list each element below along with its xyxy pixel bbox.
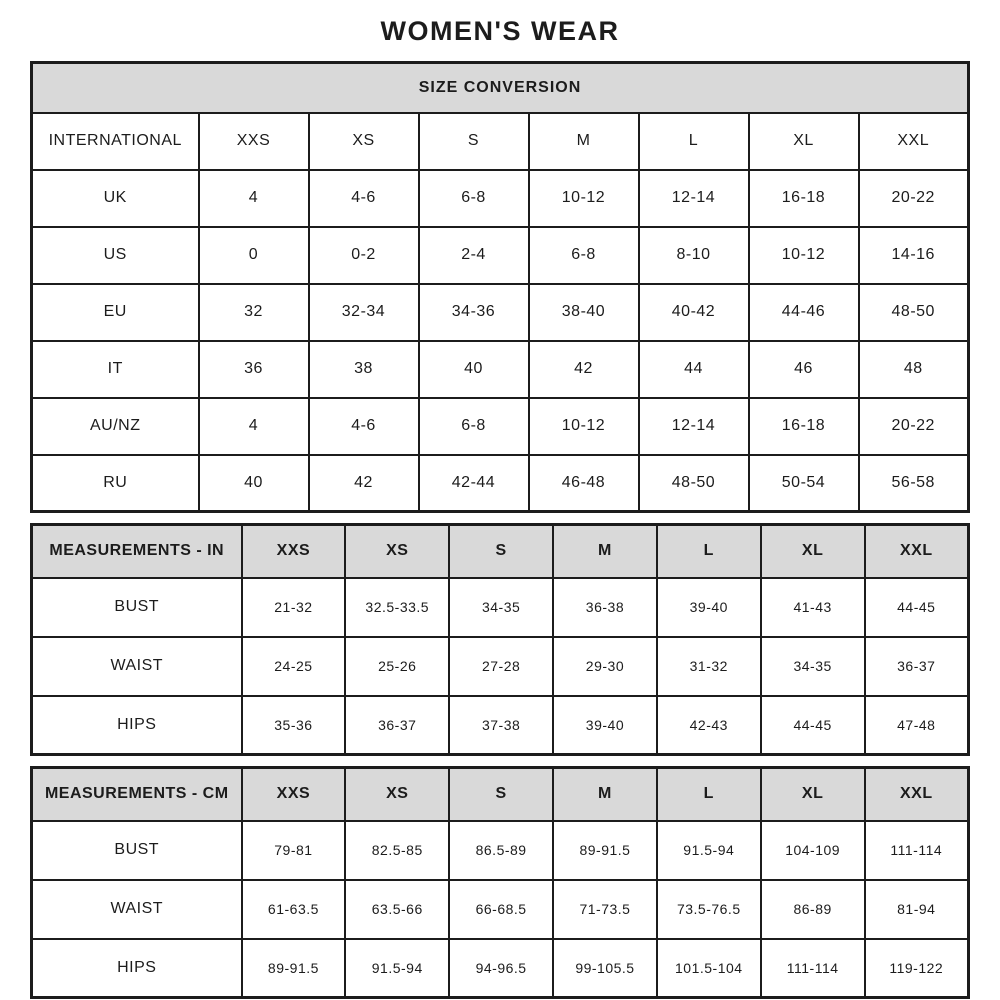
row-group-header-cell: MEASUREMENTS - CM [32,768,242,821]
row-group-header-cell: MEASUREMENTS - IN [32,525,242,578]
data-cell: 94-96.5 [449,939,553,998]
data-cell: 34-35 [449,578,553,637]
data-cell: 38-40 [529,284,639,341]
row-label-cell: AU/NZ [32,398,199,455]
data-cell: 86-89 [761,880,865,939]
size-header-cell: XXS [199,113,309,170]
table-row [32,939,969,998]
size-header-cell: XL [761,525,865,578]
data-cell: 32-34 [309,284,419,341]
data-cell: 63.5-66 [345,880,449,939]
data-cell: 32.5-33.5 [345,578,449,637]
row-label-cell: US [32,227,199,284]
data-cell: 39-40 [553,696,657,755]
data-cell: 48 [859,341,969,398]
data-cell: 61-63.5 [242,880,346,939]
data-cell: 42 [529,341,639,398]
row-group-header-cell: INTERNATIONAL [32,113,199,170]
table-row [32,768,969,821]
size-conversion-table [30,61,970,513]
data-cell: 79-81 [242,821,346,880]
data-cell: 34-35 [761,637,865,696]
data-cell: 73.5-76.5 [657,880,761,939]
size-header-cell: L [657,525,761,578]
data-cell: 12-14 [639,170,749,227]
data-cell: 44-45 [761,696,865,755]
data-cell: 44-46 [749,284,859,341]
data-cell: 40-42 [639,284,749,341]
data-cell: 4 [199,398,309,455]
data-cell: 89-91.5 [553,821,657,880]
data-cell: 89-91.5 [242,939,346,998]
data-cell: 86.5-89 [449,821,553,880]
size-header-cell: L [639,113,749,170]
size-header-cell: XXL [859,113,969,170]
table-row [32,398,969,455]
data-cell: 81-94 [865,880,969,939]
data-cell: 99-105.5 [553,939,657,998]
data-cell: 36-37 [865,637,969,696]
data-cell: 14-16 [859,227,969,284]
table-row [32,284,969,341]
row-label-cell: HIPS [32,696,242,755]
data-cell: 119-122 [865,939,969,998]
data-cell: 40 [199,455,309,512]
data-cell: 71-73.5 [553,880,657,939]
data-cell: 25-26 [345,637,449,696]
row-label-cell: BUST [32,578,242,637]
page-title: WOMEN'S WEAR [380,16,620,46]
size-header-cell: XXL [865,768,969,821]
data-cell: 46 [749,341,859,398]
table-row [32,637,969,696]
data-cell: 8-10 [639,227,749,284]
row-label-cell: RU [32,455,199,512]
table-title-cell: SIZE CONVERSION [32,63,969,113]
size-header-cell: XL [761,768,865,821]
table-row [32,880,969,939]
data-cell: 66-68.5 [449,880,553,939]
table-row [32,113,969,170]
data-cell: 2-4 [419,227,529,284]
data-cell: 91.5-94 [345,939,449,998]
row-label-cell: WAIST [32,637,242,696]
data-cell: 6-8 [529,227,639,284]
data-cell: 42-44 [419,455,529,512]
data-cell: 44 [639,341,749,398]
data-cell: 20-22 [859,170,969,227]
size-header-cell: S [419,113,529,170]
table-row [32,170,969,227]
data-cell: 34-36 [419,284,529,341]
data-cell: 36-37 [345,696,449,755]
size-header-cell: XS [345,768,449,821]
data-cell: 10-12 [529,170,639,227]
size-header-cell: XL [749,113,859,170]
data-cell: 50-54 [749,455,859,512]
data-cell: 24-25 [242,637,346,696]
table-row [32,578,969,637]
row-label-cell: BUST [32,821,242,880]
table-row [32,341,969,398]
data-cell: 42-43 [657,696,761,755]
data-cell: 4-6 [309,398,419,455]
size-header-cell: M [553,768,657,821]
data-cell: 36-38 [553,578,657,637]
data-cell: 16-18 [749,398,859,455]
data-cell: 39-40 [657,578,761,637]
size-header-cell: XS [345,525,449,578]
data-cell: 44-45 [865,578,969,637]
data-cell: 27-28 [449,637,553,696]
data-cell: 32 [199,284,309,341]
data-cell: 38 [309,341,419,398]
data-cell: 37-38 [449,696,553,755]
data-cell: 4-6 [309,170,419,227]
data-cell: 6-8 [419,170,529,227]
data-cell: 0 [199,227,309,284]
row-label-cell: UK [32,170,199,227]
data-cell: 48-50 [639,455,749,512]
data-cell: 21-32 [242,578,346,637]
table-row [32,63,969,113]
data-cell: 0-2 [309,227,419,284]
data-cell: 40 [419,341,529,398]
data-cell: 10-12 [529,398,639,455]
table-row [32,696,969,755]
row-label-cell: EU [32,284,199,341]
data-cell: 4 [199,170,309,227]
size-header-cell: S [449,768,553,821]
data-cell: 35-36 [242,696,346,755]
data-cell: 10-12 [749,227,859,284]
row-label-cell: HIPS [32,939,242,998]
row-label-cell: IT [32,341,199,398]
data-cell: 82.5-85 [345,821,449,880]
size-header-cell: XXL [865,525,969,578]
table-row [32,227,969,284]
data-cell: 36 [199,341,309,398]
size-header-cell: XS [309,113,419,170]
data-cell: 16-18 [749,170,859,227]
data-cell: 6-8 [419,398,529,455]
data-cell: 47-48 [865,696,969,755]
data-cell: 12-14 [639,398,749,455]
data-cell: 46-48 [529,455,639,512]
data-cell: 20-22 [859,398,969,455]
measurements-in-table [30,523,970,756]
data-cell: 101.5-104 [657,939,761,998]
data-cell: 111-114 [865,821,969,880]
table-row [32,821,969,880]
size-header-cell: XXS [242,768,346,821]
table-row [32,525,969,578]
row-label-cell: WAIST [32,880,242,939]
size-header-cell: L [657,768,761,821]
size-header-cell: XXS [242,525,346,578]
data-cell: 41-43 [761,578,865,637]
size-header-cell: M [529,113,639,170]
size-header-cell: S [449,525,553,578]
measurements-cm-table [30,766,970,999]
data-cell: 91.5-94 [657,821,761,880]
data-cell: 56-58 [859,455,969,512]
data-cell: 48-50 [859,284,969,341]
data-cell: 104-109 [761,821,865,880]
data-cell: 42 [309,455,419,512]
size-header-cell: M [553,525,657,578]
data-cell: 111-114 [761,939,865,998]
data-cell: 31-32 [657,637,761,696]
table-row [32,455,969,512]
data-cell: 29-30 [553,637,657,696]
